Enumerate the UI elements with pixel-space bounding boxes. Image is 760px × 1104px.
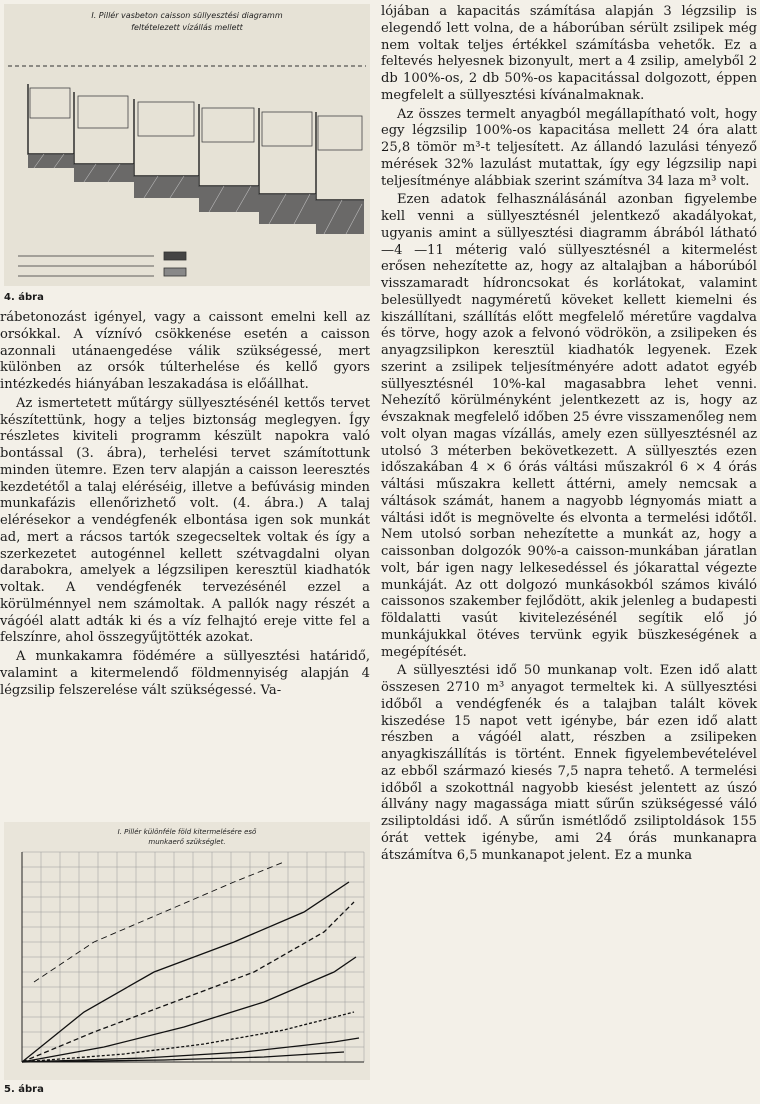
left-paragraph-3: A munkakamra födémére a süllyesztési határidő, valamint a kitermelendő földmennyiség alapján 4 légzsilip felszerelése vált szükségessé. Va- xyxy=(0,649,370,698)
figure-4 xyxy=(4,4,370,303)
figure-5-title-2: munkaerő szükséglet. xyxy=(148,838,226,846)
figure-4-title-1: I. Pillér vasbeton caisson süllyesztési diagramm xyxy=(91,11,283,20)
right-column xyxy=(381,4,757,864)
right-paragraph-3: Ezen adatok felhasználásánál azonban figyelembe kell venni a süllyesztésnél jelentkező akadályokat, ugyanis amint a süllyesztési diagramm ábrából látható —4 —11 méterig való süllyesztésnél a kitermelést erősen nehezítette az, hogy az altalajban a háborúból visszamaradt hídroncsokat és korlátokat, valamint belesüllyedt nagyméretű köveket kellett kiemelni és kiszállítani, szállítás előtt megfelelő méretűre vagdalva és törve, hogy azok a felvonó vödrökön, a zsilipeken és anyagzsilipkon keresztül kiadhatók legyenek. Ezek szerint a zsilipek teljesítményére adott adatot egyéb süllyesztésnél 10%-kal magasabbra lehet venni. Nehezítő körülményként jelentkezett az is, hogy az évszaknak megfelelő időben 25 évre visszamenőleg nem volt olyan magas vízállás, amely ezen süllyesztésnél az utolsó 3 méterben bekövetkezett. A süllyesztés ezen időszakában 4 × 6 órás váltási műszakról 6 × 4 órás váltási műszakra kellett áttérni, amely nemcsak a váltások számát, hanem a nagyobb légnyomás miatt a váltási időt is megnövelte és elvonta a termelési időtől. Nem utolsó sorban nehezítette a munkát az, hogy a caissonban dolgozók 90%-a caisson-munkában járatlan volt, bár igen nagy lelkesedéssel és jókarattal végezte munkáját. Az ott dolgozó munkásokból számos kiváló caissonos szakember fejlődött, akik jelenleg a budapesti földalatti vasút kivitelezésénél segítik elő jó munkájukkal ötéves tervünk egyik büszkeségének a megépítését. xyxy=(381,192,757,660)
figure-5-chart xyxy=(4,822,370,1080)
right-paragraph-4: A süllyesztési idő 50 munkanap volt. Ezen idő alatt összesen 2710 m³ anyagot termeltek ki. A süllyesztési időből a vendégfenék és a talajban talált kövek kiszedése 15 napot vett igénybe, bár ezen idő alatt részben a vágóél alatt, részben a zsilipeken anyagkiszállítás is történt. Ennek figyelembevételével az ebből származó kiesés 7,5 napra tehető. A termelési időből a szokottnál nagyobb kiesést jelentett az úszó állvány nagy magassága miatt sűrűn szükségessé váló zsiliptoldási idő. A sűrűn ismétlődő zsiliptoldások 155 órát vettek igénybe, ami 24 órás munkanapra átszámítva 6,5 munkanapot jelent. Ez a munka xyxy=(381,663,757,863)
figure-4-diagram xyxy=(4,4,370,286)
figure-4-caption: 4. ábra xyxy=(4,292,44,303)
right-paragraph-2: Az összes termelt anyagból megállapítható volt, hogy egy légzsilip 100%-os kapacitása mellett 24 óra alatt 25,8 tömör m³-t teljesített. Az állandó lazulási tényező mérések 32% lazulást mutattak, így egy légzsilip napi teljesítménye alábbiak szerint számítva 34 laza m³ volt. xyxy=(381,106,757,189)
left-paragraph-1: rábetonozást igényel, vagy a caissont emelni kell az orsókkal. A víznívó csökkenése esetén a caisson azonnali utánaengedése válik szükségessé, mert különben az orsók túlterhelése és kellő gyors intézkedés hiányában leszakadása is előállhat. xyxy=(0,310,370,392)
figure-4-title-2: feltételezett vízállás mellett xyxy=(131,23,243,32)
figure-5-caption: 5. ábra xyxy=(4,1084,44,1095)
left-paragraph-2: Az ismertetett műtárgy süllyesztésénél kettős tervet készítettünk, hogy a teljes biztonság meglegyen. Így részletes kiviteli programm készült napokra való bontással (3. ábra), terhelési tervet számítottunk minden ütemre. Ezen terv alapján a caisson leeresztés kezdetétől a talaj eléréséig, illetve a befúvásig minden munkafázis ellenőrizhető volt. (4. ábra.) A talaj elérésekor a vendégfenék elbontása igen sok munkát ad, mert a rácsos tartók szegecseltek voltak és így a szerkezetet autogénnel kellett szétvagdalni olyan darabokra, amelyek a légzsilipen keresztül kiadhatók voltak. A vendégfenék tervezésénél ezzel a körülménnyel nem számoltak. A pallók nagy részét a vágóél alatt adták ki és a víz felhajtó ereje vitte fel a felszínre, ahol összegyűjtötték azokat. xyxy=(0,395,370,646)
right-paragraph-1: lójában a kapacitás számítása alapján 3 légzsilip is elegendő lett volna, de a háborúban sérült zsilipek még nem voltak teljes értékkel számításba vehetők. Ez a feltevés helyesnek bizonyult, mert a 4 zsilip, amelyből 2 db 100%-os, 2 db 50%-os kapacitással dolgozott, éppen megfelelt a süllyesztési kívánalmaknak. xyxy=(381,4,757,103)
figure-5 xyxy=(4,822,370,1104)
figure-5-title-1: I. Pillér különféle föld kitermelésére eső xyxy=(117,828,257,836)
left-text-block xyxy=(0,310,370,699)
